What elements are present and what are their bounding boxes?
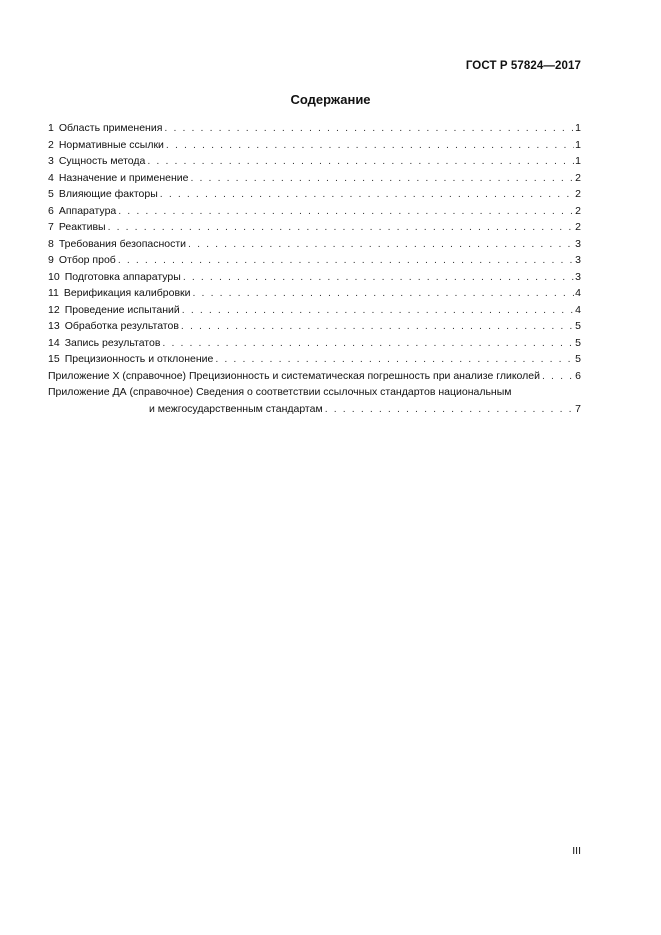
dot-leader (145, 153, 574, 170)
toc-annex-x[interactable] (48, 368, 581, 385)
toc-annex-label-continued: и межгосударственным стандартам (149, 402, 323, 415)
toc-entry-label: Аппаратура (58, 204, 117, 217)
toc-entry-label: Прецизионность и отклонение (64, 353, 214, 365)
toc-entry-5[interactable] (48, 186, 581, 203)
toc-entry-13[interactable] (48, 318, 581, 335)
toc-entry-9[interactable] (48, 252, 581, 269)
toc-entry-8[interactable] (48, 236, 581, 253)
toc-entry-2[interactable] (48, 137, 581, 154)
toc-entry-4[interactable] (48, 170, 581, 187)
dot-leader (164, 137, 574, 154)
toc-entry-number: 9 (48, 254, 54, 266)
toc-entry-page: 4 (575, 303, 581, 316)
toc-entry-page: 2 (575, 204, 581, 217)
dot-leader (540, 368, 574, 385)
toc-entry-label: Влияющие факторы (58, 188, 158, 200)
toc-entry-number: 3 (48, 155, 54, 167)
dot-leader (158, 186, 574, 203)
toc-entry-7[interactable] (48, 219, 581, 236)
toc-entry-page: 6 (575, 369, 581, 382)
toc-entry-label: Верификация калибровки (63, 287, 191, 299)
toc-entry-page: 3 (575, 270, 581, 283)
toc-entry-label: Отбор проб (58, 254, 116, 266)
toc-entry-label: Назначение и применение (58, 171, 189, 184)
toc-entry-label: Нормативные ссылки (58, 138, 164, 151)
dot-leader (116, 203, 574, 220)
toc-entry-page: 1 (575, 122, 581, 134)
toc-entry-number: 7 (48, 221, 54, 233)
toc-entry-page: 1 (575, 155, 581, 167)
toc-entry-page: 2 (575, 188, 581, 200)
toc-entry-15[interactable] (48, 351, 581, 368)
toc-entry-number: 6 (48, 204, 54, 217)
toc-entry-1[interactable] (48, 120, 581, 137)
dot-leader (323, 401, 574, 418)
toc-entry-12[interactable] (48, 302, 581, 319)
toc-entry-label: Требования безопасности (58, 237, 187, 250)
dot-leader (116, 252, 574, 269)
toc-title: Содержание (290, 92, 371, 107)
toc-entry-number: 4 (48, 171, 54, 184)
dot-leader (191, 285, 575, 302)
document-code: ГОСТ Р 57824—2017 (465, 60, 581, 72)
toc-entry-page: 7 (575, 402, 581, 415)
toc-entry-page: 2 (575, 171, 581, 184)
dot-leader (213, 351, 574, 368)
toc-entry-14[interactable] (48, 335, 581, 352)
dot-leader (179, 318, 574, 335)
toc-entry-page: 4 (575, 287, 581, 299)
toc-entry-label: Реактивы (58, 221, 106, 233)
toc-annex-label: Приложение X (справочное) Прецизионность и систематическая погрешность при анализе гликолей (48, 369, 540, 382)
toc-entry-label: Подготовка аппаратуры (64, 270, 181, 283)
toc-entry-number: 12 (48, 303, 60, 316)
toc-entry-number: 1 (48, 122, 54, 134)
toc-annex-da-line2[interactable] (48, 401, 581, 418)
dot-leader (181, 269, 574, 286)
toc-entry-3[interactable] (48, 153, 581, 170)
dot-leader (106, 219, 575, 236)
toc-entry-number: 13 (48, 320, 60, 332)
toc-entry-label: Сущность метода (58, 155, 146, 167)
toc-entry-number: 8 (48, 237, 54, 250)
toc-annex-label: Приложение ДА (справочное) Сведения о соответствии ссылочных стандартов национальным (48, 386, 512, 398)
toc-entry-label: Проведение испытаний (64, 303, 180, 316)
dot-leader (180, 302, 574, 319)
toc-entry-page: 3 (575, 254, 581, 266)
toc-entry-page: 5 (575, 320, 581, 332)
toc-entry-10[interactable] (48, 269, 581, 286)
toc-entry-number: 2 (48, 138, 54, 151)
toc-entry-number: 15 (48, 353, 60, 365)
toc-entry-label: Обработка результатов (64, 320, 179, 332)
toc-entry-page: 5 (575, 336, 581, 349)
toc-entry-label: Область применения (58, 122, 163, 134)
toc-entry-number: 10 (48, 270, 60, 283)
dot-leader (186, 236, 574, 253)
toc-entry-number: 11 (48, 287, 59, 299)
toc-entry-number: 5 (48, 188, 54, 200)
dot-leader (160, 335, 574, 352)
page-number: III (572, 845, 581, 857)
dot-leader (162, 120, 574, 137)
toc-annex-da-line1[interactable] (48, 384, 581, 401)
table-of-contents (48, 120, 581, 417)
toc-entry-page: 1 (575, 138, 581, 151)
toc-entry-page: 3 (575, 237, 581, 250)
toc-entry-page: 2 (575, 221, 581, 233)
toc-entry-label: Запись результатов (64, 336, 161, 349)
toc-entry-page: 5 (575, 353, 581, 365)
toc-entry-number: 14 (48, 336, 60, 349)
toc-entry-6[interactable] (48, 203, 581, 220)
toc-entry-11[interactable] (48, 285, 581, 302)
dot-leader (188, 170, 574, 187)
